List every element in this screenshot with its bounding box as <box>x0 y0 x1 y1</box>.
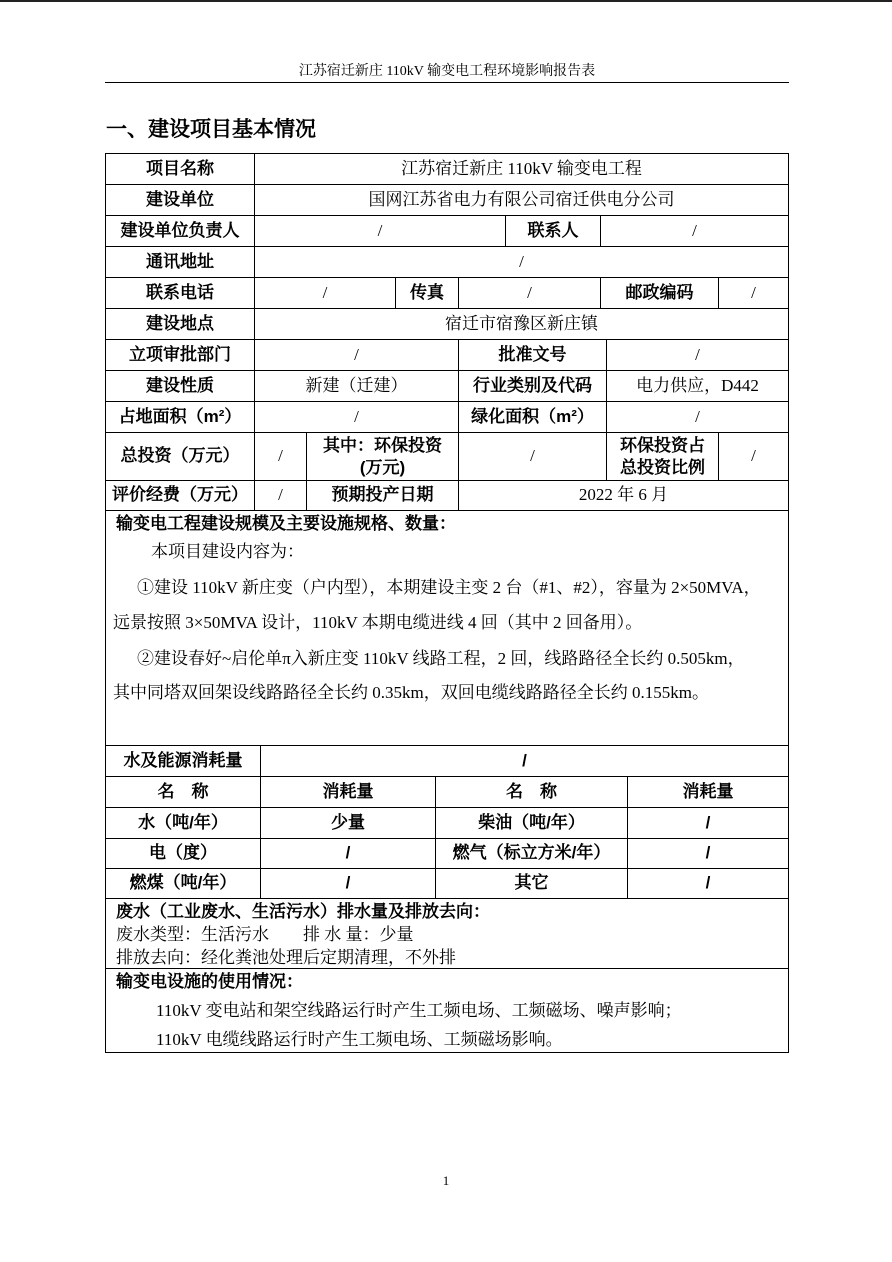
energy-consumption-label: 水及能源消耗量 <box>105 745 261 777</box>
fax-label: 传真 <box>395 277 459 309</box>
construction-scale-section <box>105 510 789 746</box>
total-investment-value: / <box>254 432 307 481</box>
green-area-label: 绿化面积（m²） <box>458 401 607 433</box>
construction-scale-intro: 本项目建设内容为： <box>151 542 304 561</box>
page-top-border <box>0 0 892 2</box>
phone-value: / <box>254 277 396 309</box>
postal-code-label: 邮政编码 <box>600 277 719 309</box>
contact-person-value: / <box>600 215 789 247</box>
energy-row-cell: / <box>627 868 789 899</box>
assessment-fee-label: 评价经费（万元） <box>105 480 255 511</box>
env-investment-label <box>306 432 459 481</box>
site-location-value: 宿迁市宿豫区新庄镇 <box>254 308 789 340</box>
energy-header-name-2: 名 称 <box>435 776 628 808</box>
site-location-label: 建设地点 <box>105 308 255 340</box>
project-name-value: 江苏宿迁新庄 110kV 输变电工程 <box>254 153 789 185</box>
facility-usage-section <box>105 968 789 1053</box>
energy-row-cell: / <box>260 838 436 869</box>
env-investment-ratio-value: / <box>718 432 789 481</box>
running-header: 江苏宿迁新庄 110kV 输变电工程环境影响报告表 <box>298 64 596 79</box>
energy-row-cell: 水（吨/年） <box>105 807 261 839</box>
energy-row-cell: 其它 <box>435 868 628 899</box>
land-area-label: 占地面积（m²） <box>105 401 255 433</box>
env-investment-label-line-1: 其中：环保投资 <box>323 435 442 455</box>
green-area-value: / <box>606 401 789 433</box>
postal-code-value: / <box>718 277 789 309</box>
construction-scale-line: ②建设春好~启伦单π入新庄变 110kV 线路工程，2 回，线路路径全长约 0.505km， <box>137 649 745 668</box>
energy-row-cell: 柴油（吨/年） <box>435 807 628 839</box>
env-investment-ratio-label-line-2: 总投资比例 <box>620 457 705 477</box>
land-area-value: / <box>254 401 459 433</box>
energy-row-cell: 少量 <box>260 807 436 839</box>
page-number: 1 <box>442 1173 450 1188</box>
mailing-address-label: 通讯地址 <box>105 246 255 278</box>
env-investment-label-line-2: (万元) <box>359 457 406 477</box>
energy-header-amount-1: 消耗量 <box>260 776 436 808</box>
wastewater-title: 废水（工业废水、生活污水）排水量及排放去向： <box>116 902 490 921</box>
energy-header-amount-2: 消耗量 <box>627 776 789 808</box>
industry-category-value: 电力供应，D442 <box>606 370 789 402</box>
construction-nature-label: 建设性质 <box>105 370 255 402</box>
unit-leader-value: / <box>254 215 506 247</box>
env-investment-value: / <box>458 432 607 481</box>
facility-usage-title: 输变电设施的使用情况： <box>116 972 303 991</box>
construction-scale-line: 其中同塔双回架设线路路径全长约 0.35km，双回电缆线路路径全长约 0.155km。 <box>113 683 709 702</box>
expected-operation-date-label: 预期投产日期 <box>306 480 459 511</box>
facility-usage-line: 110kV 电缆线路运行时产生工频电场、工频磁场影响。 <box>156 1030 563 1049</box>
construction-scale-line: 远景按照 3×50MVA 设计，110kV 本期电缆进线 4 回（其中 2 回备用）。 <box>113 613 643 632</box>
energy-header-name-1: 名 称 <box>105 776 261 808</box>
wastewater-section <box>105 898 789 969</box>
section-title: 一、建设项目基本情况 <box>106 118 316 141</box>
energy-consumption-value: / <box>260 745 789 777</box>
contact-person-label: 联系人 <box>505 215 601 247</box>
construction-scale-line: ①建设 110kV 新庄变（户内型），本期建设主变 2 台（#1、#2），容量为 2×50MVA， <box>137 578 761 597</box>
energy-row-cell: / <box>627 807 789 839</box>
construction-nature-value: 新建（迁建） <box>254 370 459 402</box>
mailing-address-value: / <box>254 246 789 278</box>
expected-operation-date-value: 2022 年 6 月 <box>458 480 789 511</box>
assessment-fee-value: / <box>254 480 307 511</box>
energy-row-cell: / <box>627 838 789 869</box>
facility-usage-line: 110kV 变电站和架空线路运行时产生工频电场、工频磁场、噪声影响； <box>156 1001 682 1020</box>
env-investment-ratio-label <box>606 432 719 481</box>
construction-scale-title: 输变电工程建设规模及主要设施规格、数量： <box>116 514 456 533</box>
phone-label: 联系电话 <box>105 277 255 309</box>
energy-row-cell: 燃气（标立方米/年） <box>435 838 628 869</box>
env-investment-ratio-label-line-1: 环保投资占 <box>620 435 705 455</box>
wastewater-line: 废水类型：生活污水 排 水 量：少量 <box>116 925 414 944</box>
fax-value: / <box>458 277 601 309</box>
header-rule <box>105 82 789 83</box>
approval-document-label: 批准文号 <box>458 339 607 371</box>
energy-row-cell: / <box>260 868 436 899</box>
approval-department-label: 立项审批部门 <box>105 339 255 371</box>
approval-department-value: / <box>254 339 459 371</box>
total-investment-label: 总投资（万元） <box>105 432 255 481</box>
project-name-label: 项目名称 <box>105 153 255 185</box>
construction-unit-value: 国网江苏省电力有限公司宿迁供电分公司 <box>254 184 789 216</box>
energy-row-cell: 燃煤（吨/年） <box>105 868 261 899</box>
unit-leader-label: 建设单位负责人 <box>105 215 255 247</box>
industry-category-label: 行业类别及代码 <box>458 370 607 402</box>
energy-row-cell: 电（度） <box>105 838 261 869</box>
construction-unit-label: 建设单位 <box>105 184 255 216</box>
approval-document-value: / <box>606 339 789 371</box>
wastewater-line: 排放去向：经化粪池处理后定期清理，不外排 <box>116 948 456 967</box>
